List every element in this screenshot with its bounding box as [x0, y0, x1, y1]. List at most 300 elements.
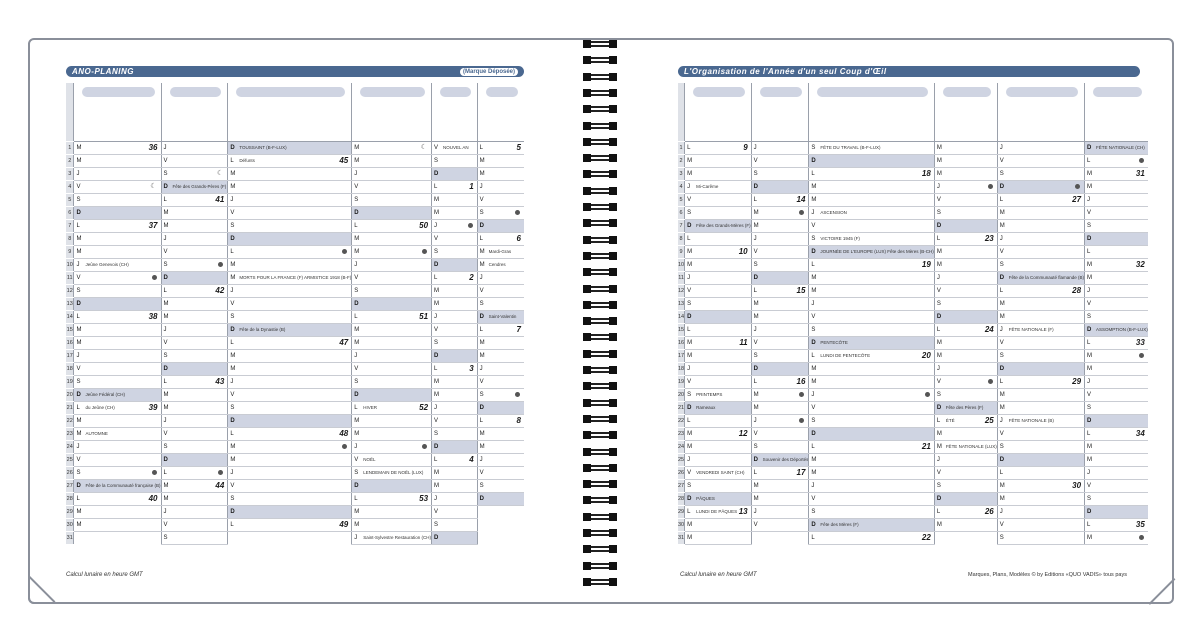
weekday-letter: J [434, 405, 438, 411]
weekday-letter: V [230, 483, 235, 489]
month-column-header [352, 83, 432, 142]
weekday-letter: J [163, 327, 167, 333]
weekday-letter: M [811, 379, 817, 385]
day-row [66, 142, 524, 155]
weekday-letter: S [479, 483, 484, 489]
day-cell [477, 480, 524, 493]
day-cell [74, 493, 161, 506]
day-cell [1085, 246, 1148, 259]
week-number: 1 [469, 182, 474, 191]
day-cell [228, 285, 352, 298]
day-cell [74, 389, 161, 402]
weekday-letter: J [687, 184, 691, 190]
day-cell [161, 441, 228, 454]
weekday-letter: M [753, 405, 759, 411]
day-number: 21 [678, 402, 685, 415]
day-cell [809, 519, 934, 532]
binder-ring [583, 350, 617, 360]
day-cell [352, 207, 432, 220]
right-page [678, 66, 1148, 545]
day-cell [74, 467, 161, 480]
weekday-letter: D [936, 223, 942, 229]
weekday-letter: V [936, 197, 941, 203]
week-number: 50 [419, 221, 429, 230]
day-cell [477, 428, 524, 441]
day-cell [751, 454, 809, 467]
weekday-letter: J [354, 262, 358, 268]
day-cell [1085, 376, 1148, 389]
weekday-letter: D [163, 184, 168, 190]
binder-ring [583, 317, 617, 327]
day-cell [997, 194, 1084, 207]
day-cell [161, 285, 228, 298]
day-row [66, 389, 524, 402]
day-cell [809, 259, 934, 272]
day-number: 31 [678, 532, 685, 545]
day-row [66, 155, 524, 168]
weekday-letter: M [936, 145, 942, 151]
weekday-letter: V [163, 340, 168, 346]
weekday-letter: J [753, 509, 757, 515]
day-number: 11 [678, 272, 685, 285]
day-cell [352, 506, 432, 519]
week-number: 40 [148, 494, 158, 503]
day-cell [74, 194, 161, 207]
day-cell [751, 363, 809, 376]
binder-ring [583, 301, 617, 311]
day-row [66, 506, 524, 519]
weekday-letter: L [999, 379, 1004, 385]
day-cell [477, 259, 524, 272]
day-number: 1 [66, 142, 74, 155]
day-cell [809, 324, 934, 337]
binder-ring [583, 89, 617, 99]
day-cell [74, 142, 161, 155]
weekday-letter: V [354, 457, 359, 463]
weekday-letter: M [1087, 262, 1093, 268]
weekday-letter: M [76, 418, 82, 424]
day-cell [477, 493, 524, 506]
day-cell [161, 246, 228, 259]
day-cell [477, 324, 524, 337]
weekday-letter: L [811, 353, 815, 359]
day-cell [432, 337, 478, 350]
left-footer: Calcul lunaire en heure GMT [66, 572, 143, 578]
day-cell [685, 220, 752, 233]
day-cell [997, 480, 1084, 493]
day-number: 13 [678, 298, 685, 311]
weekday-letter: M [687, 522, 693, 528]
moon-phase-icon [988, 379, 993, 384]
day-cell [74, 155, 161, 168]
day-cell [751, 402, 809, 415]
day-cell [161, 194, 228, 207]
day-cell [228, 155, 352, 168]
month-column-header [685, 83, 752, 142]
binder-ring [583, 415, 617, 425]
day-cell [997, 155, 1084, 168]
weekday-letter: V [999, 431, 1004, 437]
day-cell [74, 272, 161, 285]
day-cell [997, 337, 1084, 350]
day-cell [432, 285, 478, 298]
day-cell [477, 519, 524, 532]
weekday-letter: M [230, 353, 236, 359]
weekday-letter: S [753, 444, 758, 450]
day-cell [432, 376, 478, 389]
day-cell [934, 493, 997, 506]
day-cell [352, 441, 432, 454]
weekday-letter: M [434, 470, 440, 476]
day-cell [74, 350, 161, 363]
week-number: 24 [984, 325, 994, 334]
weekday-letter: D [434, 262, 439, 268]
day-cell [1085, 142, 1148, 155]
binder-ring [583, 56, 617, 66]
week-number: 25 [984, 416, 994, 425]
weekday-letter: M [354, 418, 360, 424]
weekday-letter: D [434, 535, 439, 541]
weekday-letter: V [999, 522, 1004, 528]
weekday-letter: V [999, 158, 1004, 164]
day-cell [352, 467, 432, 480]
binder-ring [583, 399, 617, 409]
weekday-letter: M [434, 301, 440, 307]
day-cell [934, 532, 997, 545]
weekday-letter: D [354, 483, 359, 489]
day-cell [74, 324, 161, 337]
day-cell [685, 142, 752, 155]
weekday-letter: S [753, 353, 758, 359]
moon-phase-icon [515, 392, 520, 397]
day-cell [751, 415, 809, 428]
weekday-letter: M [434, 197, 440, 203]
weekday-letter: D [1087, 418, 1092, 424]
day-cell [934, 259, 997, 272]
weekday-letter: V [354, 184, 359, 190]
day-cell [809, 285, 934, 298]
weekday-letter: J [753, 145, 757, 151]
day-cell [934, 324, 997, 337]
weekday-letter: L [999, 470, 1004, 476]
day-cell [934, 389, 997, 402]
weekday-letter: M [1087, 184, 1093, 190]
day-cell [228, 259, 352, 272]
day-cell [809, 207, 934, 220]
weekday-letter: S [753, 262, 758, 268]
weekday-letter: L [163, 288, 167, 294]
day-number: 29 [66, 506, 74, 519]
event-label: Défunts [239, 158, 255, 163]
day-cell [685, 168, 752, 181]
day-cell [477, 220, 524, 233]
weekday-letter: J [76, 353, 80, 359]
day-cell [161, 402, 228, 415]
weekday-letter: M [936, 262, 942, 268]
event-label: LENDEMAIN DE NOËL (LUX) [363, 470, 424, 475]
weekday-letter: M [479, 249, 485, 255]
weekday-letter: D [479, 314, 484, 320]
day-cell [809, 142, 934, 155]
weekday-letter: J [230, 470, 234, 476]
day-cell [685, 454, 752, 467]
day-cell [1085, 415, 1148, 428]
weekday-letter: V [753, 431, 758, 437]
weekday-letter: V [687, 197, 692, 203]
day-cell [809, 181, 934, 194]
month-column-header [432, 83, 478, 142]
day-row [678, 324, 1148, 337]
day-cell [809, 194, 934, 207]
weekday-letter: D [230, 145, 235, 151]
day-row [678, 155, 1148, 168]
weekday-letter: D [999, 366, 1005, 372]
weekday-letter: L [230, 340, 234, 346]
weekday-letter: V [76, 275, 81, 281]
day-number: 14 [66, 311, 74, 324]
binder-ring [583, 496, 617, 506]
week-number: 53 [419, 494, 429, 503]
day-row [678, 233, 1148, 246]
week-number: 34 [1135, 429, 1145, 438]
day-cell [1085, 389, 1148, 402]
day-cell [228, 402, 352, 415]
moon-phase-icon [342, 444, 347, 449]
week-number: 13 [738, 507, 748, 516]
weekday-letter: S [811, 327, 816, 333]
weekday-letter: M [163, 392, 169, 398]
day-cell [934, 168, 997, 181]
weekday-letter: D [687, 223, 692, 229]
weekday-letter: S [999, 444, 1004, 450]
weekday-letter: M [753, 483, 759, 489]
month-name [1006, 87, 1078, 97]
day-cell [477, 311, 524, 324]
weekday-letter: L [230, 431, 234, 437]
weekday-letter: M [479, 262, 485, 268]
day-cell [809, 298, 934, 311]
event-label: PRINTEMPS [696, 392, 723, 397]
weekday-letter: L [687, 418, 691, 424]
day-cell [74, 428, 161, 441]
week-number: 18 [921, 169, 931, 178]
day-cell [228, 389, 352, 402]
weekday-letter: M [1087, 275, 1093, 281]
weekday-letter: M [999, 483, 1005, 489]
day-cell [161, 532, 228, 545]
day-row [678, 415, 1148, 428]
day-cell [685, 350, 752, 363]
day-cell [751, 337, 809, 350]
weekday-letter: S [230, 223, 235, 229]
day-cell [74, 480, 161, 493]
day-cell [685, 428, 752, 441]
weekday-letter: J [999, 418, 1003, 424]
day-row [66, 467, 524, 480]
weekday-letter: M [999, 405, 1005, 411]
day-cell [685, 493, 752, 506]
weekday-letter: M [354, 158, 360, 164]
month-column-header [74, 83, 161, 142]
weekday-letter: M [936, 444, 942, 450]
weekday-letter: V [999, 340, 1004, 346]
weekday-letter: S [936, 210, 941, 216]
weekday-letter: J [434, 314, 438, 320]
day-cell [997, 298, 1084, 311]
month-name [760, 87, 803, 97]
weekday-letter: D [230, 327, 235, 333]
weekday-letter: J [163, 418, 167, 424]
day-cell [228, 506, 352, 519]
binder-ring [583, 40, 617, 50]
weekday-letter: S [479, 210, 484, 216]
day-number: 19 [678, 376, 685, 389]
day-cell [432, 519, 478, 532]
day-cell [934, 363, 997, 376]
day-number: 6 [678, 207, 685, 220]
moon-quarter-icon: ☾ [420, 144, 428, 151]
binder-ring [583, 285, 617, 295]
day-cell [477, 142, 524, 155]
weekday-letter: M [479, 340, 485, 346]
day-cell [809, 467, 934, 480]
day-cell [477, 467, 524, 480]
day-cell [997, 168, 1084, 181]
binder-ring [583, 219, 617, 229]
weekday-letter: L [687, 145, 691, 151]
day-cell [161, 220, 228, 233]
day-cell [997, 415, 1084, 428]
weekday-letter: S [230, 405, 235, 411]
weekday-letter: D [354, 392, 359, 398]
month-name [170, 87, 222, 97]
day-cell [161, 155, 228, 168]
weekday-letter: J [354, 444, 358, 450]
day-cell [352, 415, 432, 428]
day-cell [934, 233, 997, 246]
binder-ring [583, 268, 617, 278]
day-cell [685, 441, 752, 454]
moon-phase-icon [799, 392, 804, 397]
day-cell [228, 337, 352, 350]
day-cell [352, 350, 432, 363]
day-cell [432, 194, 478, 207]
weekday-letter: S [434, 158, 439, 164]
weekday-letter: V [163, 158, 168, 164]
day-cell [997, 233, 1084, 246]
weekday-letter: M [230, 184, 236, 190]
day-cell [432, 298, 478, 311]
day-cell [751, 168, 809, 181]
weekday-letter: V [687, 379, 692, 385]
weekday-letter: L [687, 327, 691, 333]
weekday-letter: L [753, 379, 757, 385]
day-cell [477, 168, 524, 181]
day-cell [809, 415, 934, 428]
day-cell [809, 376, 934, 389]
weekday-letter: M [230, 275, 236, 281]
weekday-letter: L [1087, 340, 1091, 346]
event-label: NOËL [363, 457, 376, 462]
day-cell [685, 467, 752, 480]
weekday-letter: J [1087, 379, 1091, 385]
weekday-letter: M [936, 171, 942, 177]
day-row [66, 415, 524, 428]
weekday-letter: L [76, 405, 80, 411]
weekday-letter: L [230, 158, 234, 164]
binder-ring [583, 252, 617, 262]
weekday-letter: V [230, 301, 235, 307]
moon-phase-icon [988, 184, 993, 189]
day-cell [477, 207, 524, 220]
day-cell [685, 389, 752, 402]
day-cell [432, 259, 478, 272]
day-number: 25 [678, 454, 685, 467]
day-cell [352, 376, 432, 389]
day-cell [352, 272, 432, 285]
day-cell [997, 207, 1084, 220]
binder-ring [583, 154, 617, 164]
year-label-cell [66, 83, 74, 142]
day-cell [1085, 298, 1148, 311]
day-cell [1085, 194, 1148, 207]
day-cell [751, 467, 809, 480]
day-cell [161, 181, 228, 194]
day-cell [74, 363, 161, 376]
weekday-letter: J [753, 327, 757, 333]
weekday-letter: M [936, 340, 942, 346]
weekday-letter: L [479, 418, 483, 424]
month-column-header [228, 83, 352, 142]
month-header-row [66, 83, 524, 142]
day-cell [477, 194, 524, 207]
day-cell [477, 389, 524, 402]
binder-ring [583, 480, 617, 490]
weekday-letter: S [1087, 314, 1092, 320]
weekday-letter: V [479, 288, 484, 294]
weekday-letter: D [936, 314, 942, 320]
day-cell [352, 480, 432, 493]
moon-phase-icon [515, 210, 520, 215]
weekday-letter: S [354, 197, 359, 203]
day-cell [1085, 506, 1148, 519]
binder-ring [583, 122, 617, 132]
event-label: Fête des Grands-Pères (F) [172, 184, 227, 189]
day-cell [161, 376, 228, 389]
day-cell [477, 402, 524, 415]
day-cell [934, 441, 997, 454]
weekday-letter: M [811, 288, 817, 294]
day-cell [751, 324, 809, 337]
day-cell [74, 376, 161, 389]
day-cell [161, 272, 228, 285]
month-column-header [161, 83, 228, 142]
weekday-letter: V [163, 522, 168, 528]
weekday-letter: L [1087, 522, 1091, 528]
weekday-letter: M [687, 444, 693, 450]
event-label: HIVER [363, 405, 378, 410]
weekday-letter: J [753, 236, 757, 242]
month-column-header [809, 83, 934, 142]
day-row [678, 272, 1148, 285]
day-cell [74, 181, 161, 194]
day-cell [352, 246, 432, 259]
weekday-letter: M [354, 431, 360, 437]
day-cell [161, 428, 228, 441]
day-cell [685, 311, 752, 324]
trademark-label: (Marque Déposée) [460, 68, 518, 76]
day-cell [809, 246, 934, 259]
